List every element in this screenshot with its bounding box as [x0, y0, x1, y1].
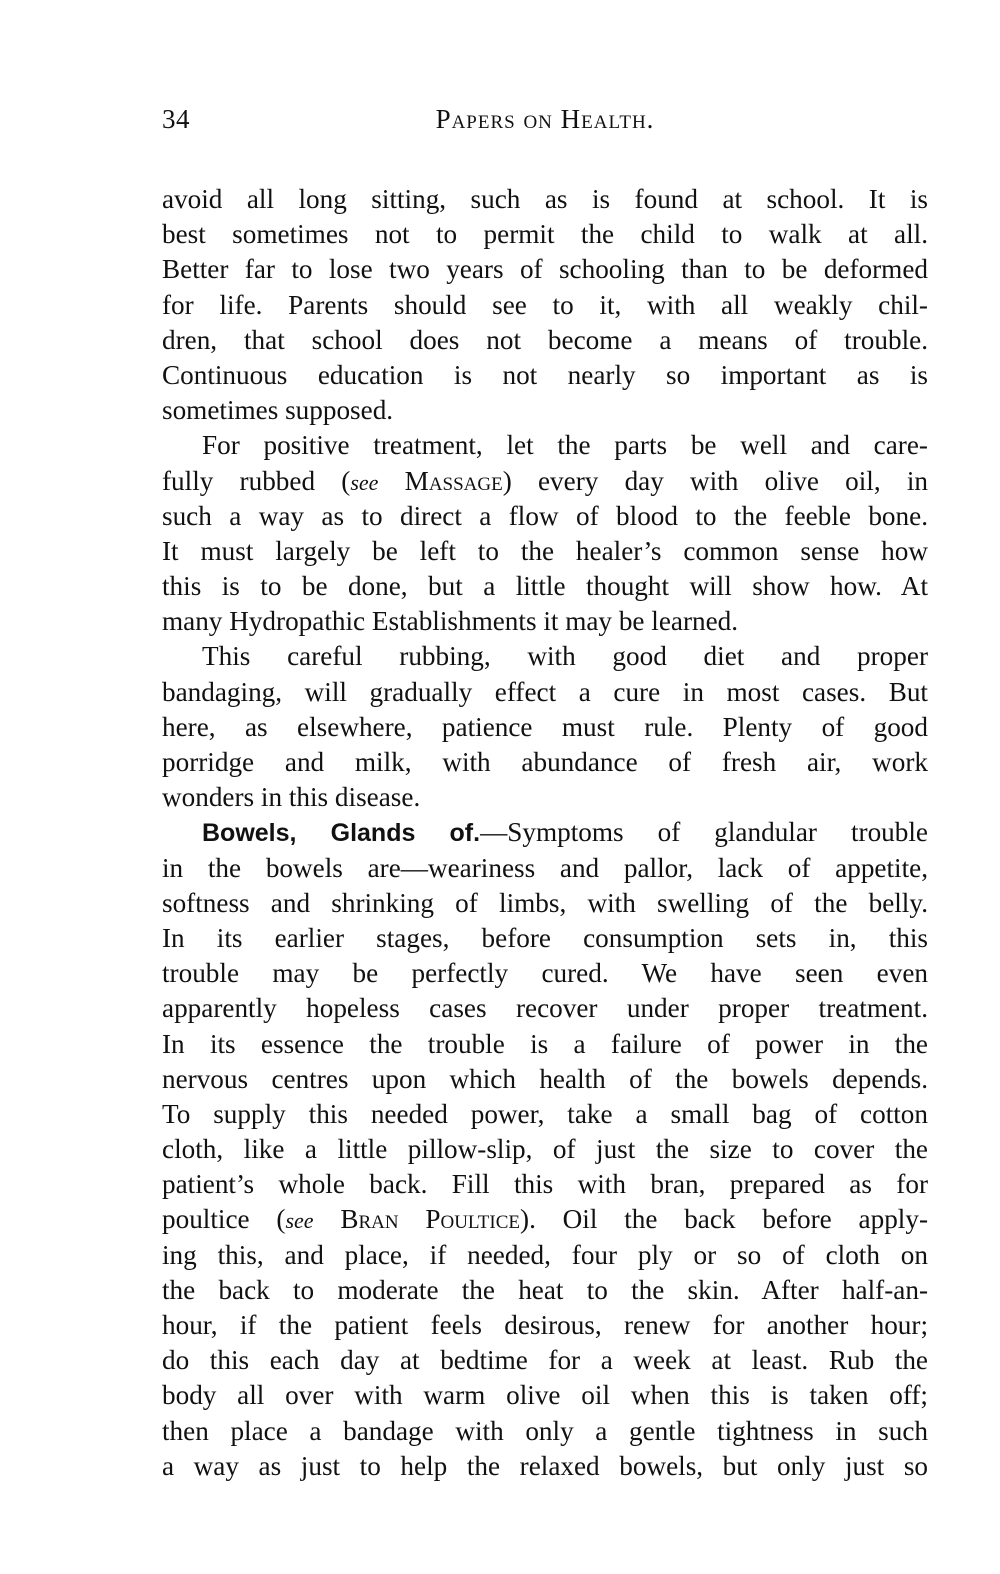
text-line — [162, 464, 928, 499]
text-line: softness and shrinking of limbs, with swelling of the belly. — [162, 887, 928, 918]
text-line: do this each day at bedtime for a week at least. Rub the — [162, 1345, 928, 1376]
text-line: then place a bandage with only a gentle tightness in such — [162, 1415, 928, 1446]
see-reference-word: see — [350, 469, 379, 495]
text-line: patient’s whole back. Fill this with bran, prepared as for — [162, 1169, 928, 1200]
text-line: This careful rubbing, with good diet and proper — [202, 641, 928, 672]
text-line: body all over with warm olive oil when this is taken off; — [162, 1380, 928, 1411]
cross-reference: Bran Poultice — [340, 1204, 521, 1235]
paragraph — [162, 639, 928, 815]
cross-reference: Massage — [404, 465, 503, 496]
page-number: 34 — [162, 104, 190, 134]
text-line: avoid all long sitting, such as is found at school. It is — [162, 184, 928, 214]
running-title: Papers on Health. — [435, 104, 655, 134]
book-page — [162, 104, 928, 1484]
paragraph — [162, 182, 928, 428]
text-line: trouble may be perfectly cured. We have seen even — [162, 958, 928, 989]
text-fragment: ). Oil the back before apply- — [520, 1204, 929, 1235]
text-line: such a way as to direct a flow of blood to the feeble bone. — [162, 500, 928, 531]
text-line: In its essence the trouble is a failure of power in the — [162, 1028, 928, 1059]
text-line: Continuous education is not nearly so important as is — [162, 359, 928, 390]
text-line: hour, if the patient feels desirous, renew for another hour; — [162, 1310, 928, 1340]
text-line: many Hydropathic Establishments it may be learned. — [162, 606, 739, 637]
body-text — [162, 182, 928, 1484]
text-line — [162, 1202, 928, 1237]
entry-title: Bowels, Glands of. — [202, 819, 481, 848]
paragraph-entry — [162, 815, 928, 1484]
see-reference-word: see — [285, 1208, 314, 1234]
text-line: here, as elsewhere, patience must rule. Plenty of good — [162, 711, 928, 742]
text-line: It must largely be left to the healer’s common sense how — [162, 535, 928, 566]
text-line: dren, that school does not become a means of trouble. — [162, 324, 928, 355]
text-line: bandaging, will gradually effect a cure in most cases. But — [162, 676, 928, 707]
text-fragment: —Symptoms of glandular trouble — [480, 817, 928, 848]
text-line: For positive treatment, let the parts be well and care- — [202, 430, 928, 461]
page-header — [162, 104, 928, 144]
text-line: Better far to lose two years of schooling than to be deformed — [162, 254, 928, 285]
text-line: In its earlier stages, before consumption sets in, this — [162, 922, 928, 953]
text-line: sometimes supposed. — [162, 395, 394, 426]
text-line: this is to be done, but a little thought will show how. At — [162, 571, 928, 602]
text-line: cloth, like a little pillow-slip, of just the size to cover the — [162, 1134, 928, 1165]
text-line: for life. Parents should see to it, with all weakly chil- — [162, 289, 928, 320]
text-line: in the bowels are—weariness and pallor, lack of appetite, — [162, 852, 928, 883]
text-fragment: poultice ( — [162, 1204, 286, 1235]
text-line: apparently hopeless cases recover under proper treatment. — [162, 993, 928, 1024]
text-line — [162, 815, 928, 850]
text-line: the back to moderate the heat to the skin. After half-an- — [162, 1274, 928, 1305]
text-line: To supply this needed power, take a small bag of cotton — [162, 1098, 928, 1129]
text-fragment: ) every day with olive oil, in — [502, 465, 929, 496]
text-line: a way as just to help the relaxed bowels, but only just so — [162, 1450, 928, 1481]
text-line: nervous centres upon which health of the bowels depends. — [162, 1063, 928, 1094]
text-line: porridge and milk, with abundance of fresh air, work — [162, 747, 928, 777]
text-line: best sometimes not to permit the child to walk at all. — [162, 219, 928, 250]
text-fragment: fully rubbed ( — [162, 465, 351, 496]
paragraph — [162, 428, 928, 639]
text-line: wonders in this disease. — [162, 782, 421, 813]
text-line: ing this, and place, if needed, four ply or so of cloth on — [162, 1239, 928, 1270]
